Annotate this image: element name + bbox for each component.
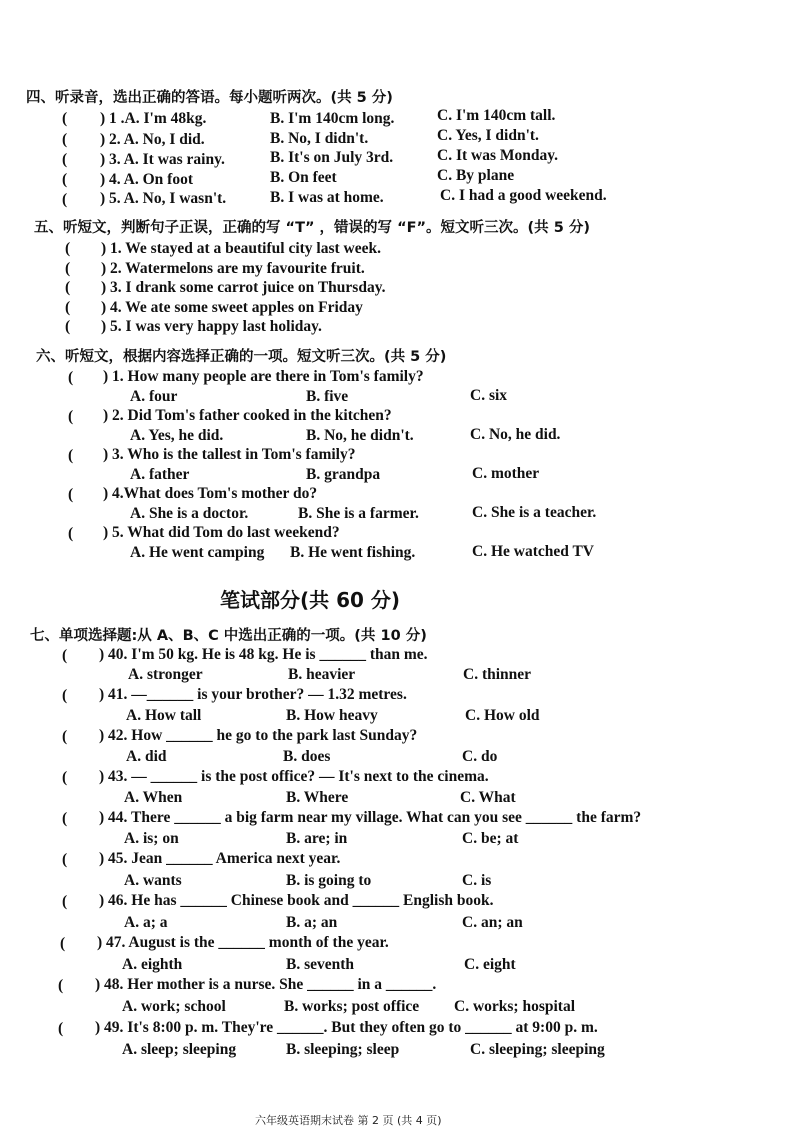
sec7-q41-b: B. How heavy: [286, 707, 378, 724]
sec6-q3: ) 3. Who is the tallest in Tom's family?: [103, 446, 356, 463]
sec6-q1-a: A. four: [130, 388, 178, 405]
answer-blank[interactable]: (: [62, 131, 68, 148]
sec7-q47-a: A. eighth: [122, 956, 183, 973]
sec7-q43-a: A. When: [124, 789, 183, 806]
answer-blank[interactable]: (: [62, 810, 68, 827]
answer-blank[interactable]: (: [65, 260, 71, 277]
sec7-q44-a: A. is; on: [124, 830, 179, 847]
sec6-q5-c: C. He watched TV: [472, 543, 594, 560]
sec7-q41: ) 41. —______ is your brother? — 1.32 metres.: [99, 686, 407, 703]
answer-blank[interactable]: (: [68, 408, 74, 425]
sec7-q45-c: C. is: [462, 872, 492, 889]
sec7-q48: ) 48. Her mother is a nurse. She ______ in a ______.: [95, 976, 437, 993]
sec7-q49-a: A. sleep; sleeping: [122, 1041, 237, 1058]
answer-blank[interactable]: (: [68, 525, 74, 542]
sec7-q45-b: B. is going to: [286, 872, 372, 889]
written-part-heading: 笔试部分(共 60 分): [220, 588, 401, 612]
sec4-q4-stem: ) 4. A. On foot: [100, 171, 193, 188]
sec7-q42-a: A. did: [126, 748, 167, 765]
sec7-q41-c: C. How old: [465, 707, 540, 724]
sec6-q1: ) 1. How many people are there in Tom's family?: [103, 368, 424, 385]
sec5-q4: ) 4. We ate some sweet apples on Friday: [101, 299, 363, 316]
sec7-q48-a: A. work; school: [122, 998, 226, 1015]
sec4-q3-stem: ) 3. A. It was rainy.: [100, 151, 225, 168]
section-7-title: 七、单项选择题:从 A、B、C 中选出正确的一项。(共 10 分): [30, 628, 427, 644]
answer-blank[interactable]: (: [68, 369, 74, 386]
sec6-q2-a: A. Yes, he did.: [130, 427, 224, 444]
sec6-q2: ) 2. Did Tom's father cooked in the kitchen?: [103, 407, 392, 424]
sec4-q2-b: B. No, I didn't.: [270, 130, 369, 147]
sec6-q3-c: C. mother: [472, 465, 540, 482]
answer-blank[interactable]: (: [62, 769, 68, 786]
sec5-q5: ) 5. I was very happy last holiday.: [101, 318, 322, 335]
sec4-q5-stem: ) 5. A. No, I wasn't.: [100, 190, 227, 207]
sec7-q43-c: C. What: [460, 789, 516, 806]
sec7-q40-b: B. heavier: [288, 666, 356, 683]
sec6-q4-c: C. She is a teacher.: [472, 504, 597, 521]
sec4-q1-c: C. I'm 140cm tall.: [437, 107, 556, 124]
answer-blank[interactable]: (: [62, 687, 68, 704]
sec7-q42-b: B. does: [283, 748, 331, 765]
answer-blank[interactable]: (: [62, 728, 68, 745]
sec7-q40-c: C. thinner: [463, 666, 532, 683]
answer-blank[interactable]: (: [58, 1020, 64, 1037]
sec7-q40: ) 40. I'm 50 kg. He is 48 kg. He is ______ than me.: [99, 646, 428, 663]
answer-blank[interactable]: (: [65, 279, 71, 296]
sec4-q3-c: C. It was Monday.: [437, 147, 559, 164]
sec4-q1-stem: ) 1 .A. I'm 48kg.: [100, 110, 207, 127]
sec7-q43: ) 43. — ______ is the post office? — It's next to the cinema.: [99, 768, 489, 785]
sec6-q1-b: B. five: [306, 388, 349, 405]
sec7-q45-a: A. wants: [124, 872, 182, 889]
sec6-q3-a: A. father: [130, 466, 190, 483]
sec7-q49: ) 49. It's 8:00 p. m. They're ______. But they often go to ______ at 9:00 p. m.: [95, 1019, 598, 1036]
sec7-q44: ) 44. There ______ a big farm near my village. What can you see ______ the farm?: [99, 809, 642, 826]
sec4-q1-b: B. I'm 140cm long.: [270, 110, 395, 127]
sec7-q49-c: C. sleeping; sleeping: [470, 1041, 605, 1058]
answer-blank[interactable]: (: [62, 171, 68, 188]
sec7-q48-c: C. works; hospital: [454, 998, 576, 1015]
sec7-q48-b: B. works; post office: [284, 998, 420, 1015]
answer-blank[interactable]: (: [58, 977, 64, 994]
section-6-title: 六、听短文，根据内容选择正确的一项。短文听三次。(共 5 分): [36, 349, 447, 365]
sec6-q2-b: B. No, he didn't.: [306, 427, 414, 444]
answer-blank[interactable]: (: [62, 151, 68, 168]
sec7-q46: ) 46. He has ______ Chinese book and ______ English book.: [99, 892, 494, 909]
sec6-q3-b: B. grandpa: [306, 466, 381, 483]
sec7-q49-b: B. sleeping; sleep: [286, 1041, 400, 1058]
sec6-q5-a: A. He went camping: [130, 544, 265, 561]
sec7-q44-b: B. are; in: [286, 830, 348, 847]
answer-blank[interactable]: (: [65, 318, 71, 335]
sec7-q47: ) 47. August is the ______ month of the year.: [97, 934, 389, 951]
sec4-q3-b: B. It's on July 3rd.: [270, 149, 394, 166]
answer-blank[interactable]: (: [62, 191, 68, 208]
answer-blank[interactable]: (: [62, 893, 68, 910]
sec6-q2-c: C. No, he did.: [470, 426, 561, 443]
sec4-q2-stem: ) 2. A. No, I did.: [100, 131, 205, 148]
answer-blank[interactable]: (: [68, 447, 74, 464]
sec7-q42: ) 42. How ______ he go to the park last Sunday?: [99, 727, 418, 744]
sec4-q2-c: C. Yes, I didn't.: [437, 127, 539, 144]
sec7-q47-b: B. seventh: [286, 956, 355, 973]
page-footer: 六年级英语期末试卷 第 2 页 (共 4 页): [255, 1114, 442, 1127]
sec7-q41-a: A. How tall: [126, 707, 202, 724]
answer-blank[interactable]: (: [65, 240, 71, 257]
answer-blank[interactable]: (: [68, 486, 74, 503]
answer-blank[interactable]: (: [62, 110, 68, 127]
answer-blank[interactable]: (: [62, 647, 68, 664]
sec4-q4-c: C. By plane: [437, 167, 515, 184]
sec7-q40-a: A. stronger: [128, 666, 203, 683]
sec6-q5-b: B. He went fishing.: [290, 544, 416, 561]
sec7-q45: ) 45. Jean ______ America next year.: [99, 850, 341, 867]
sec7-q43-b: B. Where: [286, 789, 349, 806]
answer-blank[interactable]: (: [60, 935, 66, 952]
sec7-q44-c: C. be; at: [462, 830, 519, 847]
sec7-q42-c: C. do: [462, 748, 498, 765]
section-5-title: 五、听短文，判断句子正误，正确的写 “T” ，错误的写 “F”。短文听三次。(共 5 分): [34, 220, 590, 236]
sec7-q46-a: A. a; a: [124, 914, 168, 931]
sec6-q5: ) 5. What did Tom do last weekend?: [103, 524, 340, 541]
answer-blank[interactable]: (: [65, 299, 71, 316]
sec6-q1-c: C. six: [470, 387, 508, 404]
sec7-q46-b: B. a; an: [286, 914, 338, 931]
sec4-q5-c: C. I had a good weekend.: [440, 187, 607, 204]
sec7-q46-c: C. an; an: [462, 914, 523, 931]
sec4-q4-b: B. On feet: [270, 169, 337, 186]
sec5-q1: ) 1. We stayed at a beautiful city last week.: [101, 240, 381, 257]
sec6-q4-a: A. She is a doctor.: [130, 505, 249, 522]
sec4-q5-b: B. I was at home.: [270, 189, 384, 206]
sec5-q3: ) 3. I drank some carrot juice on Thursday.: [101, 279, 386, 296]
section-4-title: 四、听录音，选出正确的答语。每小题听两次。(共 5 分): [26, 90, 393, 106]
sec5-q2: ) 2. Watermelons are my favourite fruit.: [101, 260, 365, 277]
sec7-q47-c: C. eight: [464, 956, 516, 973]
answer-blank[interactable]: (: [62, 851, 68, 868]
sec6-q4: ) 4.What does Tom's mother do?: [103, 485, 318, 502]
sec6-q4-b: B. She is a farmer.: [298, 505, 419, 522]
